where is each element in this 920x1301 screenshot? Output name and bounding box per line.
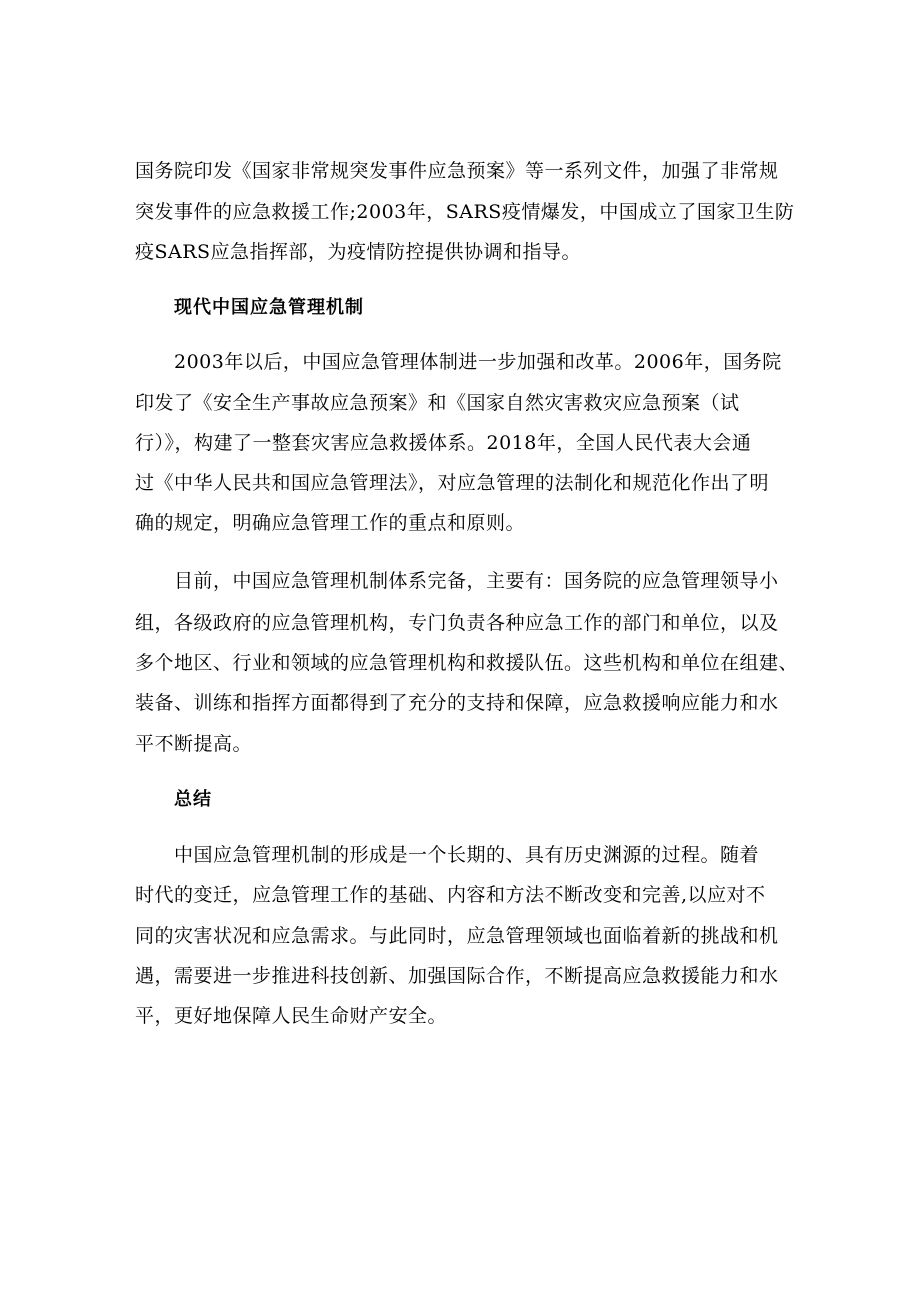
section-heading-summary: 总结 — [174, 789, 212, 810]
paragraph-4-line-5: 平，更好地保障人民生命财产安全。 — [135, 1005, 448, 1027]
paragraph-4-line-2: 时代的变迁，应急管理工作的基础、内容和方法不断改变和完善,以应对不 — [135, 884, 766, 906]
paragraph-3-line-2: 组，各级政府的应急管理机构，专门负责各种应急工作的部门和单位，以及 — [135, 612, 779, 634]
paragraph-2-line-1: 2003年以后，中国应急管理体制进一步加强和改革。2006年，国务院 — [174, 351, 782, 373]
paragraph-3-line-1: 目前，中国应急管理机制体系完备，主要有：国务院的应急管理领导小 — [174, 570, 779, 592]
paragraph-3-line-3: 多个地区、行业和领域的应急管理机构和救援队伍。这些机构和单位在组建、 — [135, 652, 799, 674]
paragraph-2-line-5: 确的规定，明确应急管理工作的重点和原则。 — [135, 512, 526, 534]
section-heading-modern-mechanism: 现代中国应急管理机制 — [174, 297, 364, 318]
paragraph-4-line-1: 中国应急管理机制的形成是一个长期的、具有历史渊源的过程。随着 — [174, 844, 760, 866]
paragraph-3-line-5: 平不断提高。 — [135, 733, 253, 755]
paragraph-1-line-1: 国务院印发《国家非常规突发事件应急预案》等一系列文件，加强了非常规 — [135, 160, 779, 182]
paragraph-3-line-4: 装备、训练和指挥方面都得到了充分的支持和保障，应急救援响应能力和水 — [135, 692, 779, 714]
paragraph-2-line-4: 过《中华人民共和国应急管理法》，对应急管理的法制化和规范化作出了明 — [135, 472, 770, 494]
paragraph-4-line-3: 同的灾害状况和应急需求。与此同时，应急管理领域也面临着新的挑战和机 — [135, 925, 779, 947]
paragraph-4-line-4: 遇，需要进一步推进科技创新、加强国际合作，不断提高应急救援能力和水 — [135, 965, 779, 987]
paragraph-1-line-2: 突发事件的应急救援工作;2003年，SARS疫情爆发，中国成立了国家卫生防 — [135, 201, 795, 223]
paragraph-2-line-3: 行）》，构建了一整套灾害应急救援体系。2018年，全国人民代表大会通 — [135, 432, 752, 454]
paragraph-2-line-2: 印发了《安全生产事故应急预案》和《国家自然灾害救灾应急预案（试 — [135, 392, 740, 414]
paragraph-1-line-3: 疫SARS应急指挥部，为疫情防控提供协调和指导。 — [135, 241, 582, 263]
